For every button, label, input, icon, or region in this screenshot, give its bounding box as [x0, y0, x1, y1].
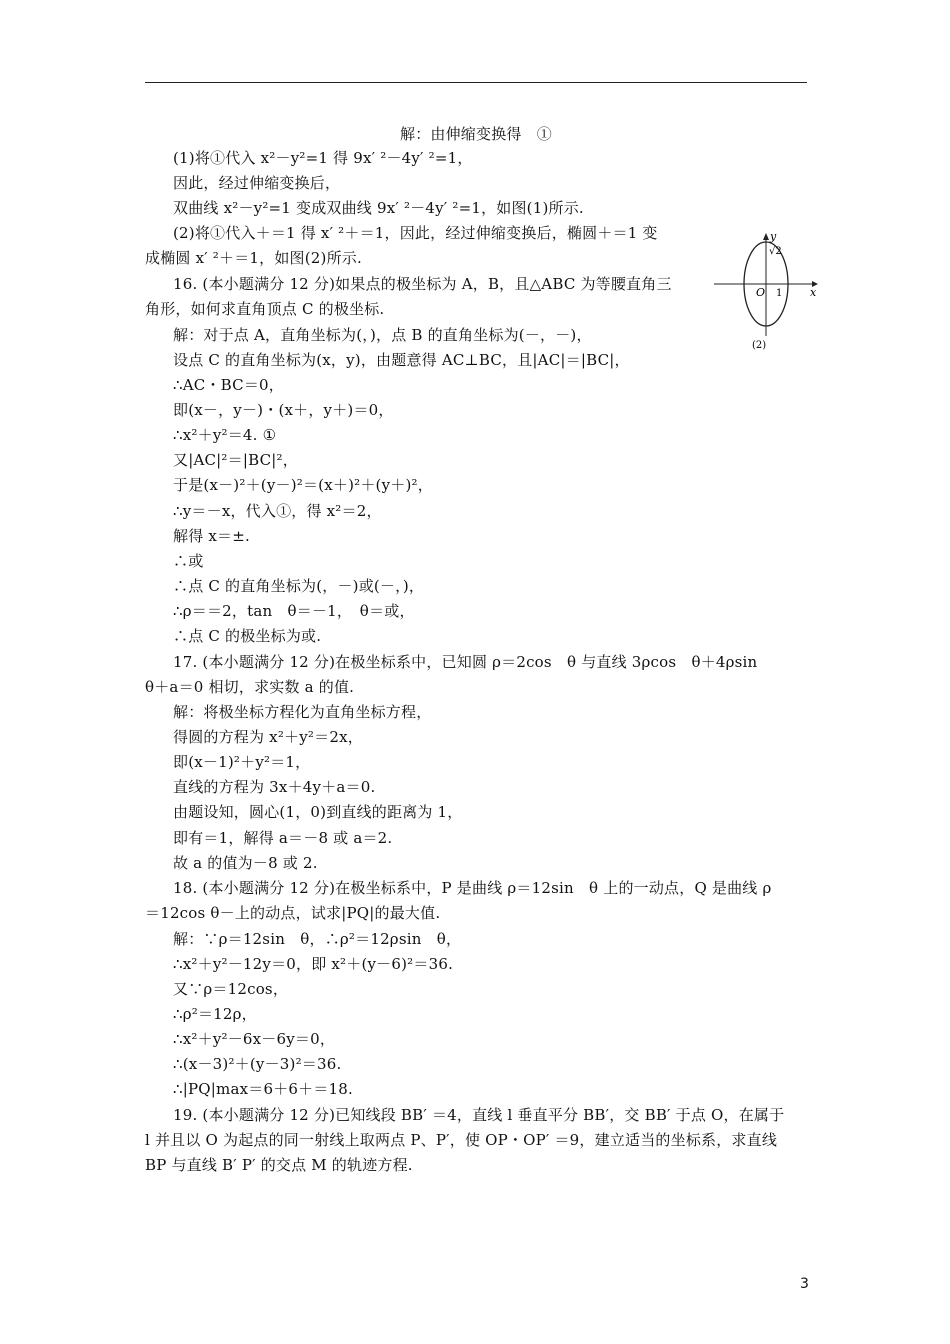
y-axis-label: y	[770, 230, 777, 243]
text-line: 16. (本小题满分 12 分)如果点的极坐标为 A，B，且△ABC 为等腰直角三	[173, 275, 672, 293]
text-line: ＝12cos θ－上的动点，试求|PQ|的最大值.	[145, 904, 441, 922]
text-line: 19. (本小题满分 12 分)已知线段 BB′ ＝4，直线 l 垂直平分 BB′，交 BB′ 于点 O，在属于	[173, 1106, 785, 1124]
text-line: (2)将①代入＋＝1 得 x′ ²＋＝1，因此，经过伸缩变换后，椭圆＋＝1 变	[173, 224, 658, 242]
text-line: ∴x²＋y²＝4. ①	[173, 426, 277, 444]
text-line: ∴x²＋y²－12y＝0，即 x²＋(y－6)²＝36.	[173, 955, 454, 973]
text-line: 角形，如何求直角顶点 C 的极坐标.	[145, 300, 385, 318]
text-line: 解：∵ρ＝12sin θ，∴ρ²＝12ρsin θ，	[173, 930, 462, 948]
tick-label-one: 1	[776, 288, 783, 299]
x-axis-label: x	[810, 286, 817, 299]
text-line: 因此，经过伸缩变换后，	[173, 174, 341, 192]
text-line: l 并且以 O 为起点的同一射线上取两点 P、P′，使 OP・OP′ ＝9，建立适当的坐标系，求直线	[145, 1131, 778, 1149]
page-number: 3	[800, 1276, 809, 1292]
text-line: ∴AC・BC＝0，	[173, 376, 284, 394]
text-line: θ＋a＝0 相切，求实数 a 的值.	[145, 678, 355, 696]
text-line: ∴点 C 的极坐标为或.	[173, 627, 322, 645]
text-line: ∴ρ＝＝2，tan θ＝－1， θ＝或，	[173, 602, 415, 620]
text-line: 解：对于点 A，直角坐标为(，)，点 B 的直角坐标为(－，－)，	[173, 326, 592, 344]
tick-label-sqrt2: √2	[769, 246, 782, 257]
text-line: ∴ρ²＝12ρ，	[173, 1005, 257, 1023]
text-line: 又∵ρ＝12cos，	[173, 980, 289, 998]
text-line: 双曲线 x²－y²=1 变成双曲线 9x′ ²－4y′ ²=1，如图(1)所示.	[173, 199, 584, 217]
text-line: 设点 C 的直角坐标为(x，y)，由题意得 AC⊥BC，且|AC|＝|BC|，	[173, 351, 630, 369]
text-line: 即(x－1)²＋y²＝1，	[173, 753, 311, 771]
header-rule	[145, 82, 807, 83]
ellipse-figure	[712, 228, 824, 350]
text-line: 得圆的方程为 x²＋y²＝2x，	[173, 728, 363, 746]
text-line: ∴|PQ|max＝6＋6＋＝18.	[173, 1080, 354, 1098]
text-line: BP 与直线 B′ P′ 的交点 M 的轨迹方程.	[145, 1156, 413, 1174]
text-line: 解：由伸缩变换得 ①	[400, 125, 553, 143]
text-line: ∴x²＋y²－6x－6y＝0，	[173, 1030, 336, 1048]
text-line: 于是(x－)²＋(y－)²＝(x＋)²＋(y＋)²，	[173, 476, 433, 494]
text-line: 成椭圆 x′ ²＋＝1，如图(2)所示.	[145, 249, 362, 267]
text-line: 由题设知，圆心(1，0)到直线的距离为 1，	[173, 803, 463, 821]
text-line: 18. (本小题满分 12 分)在极坐标系中，P 是曲线 ρ＝12sin θ 上的一动点，Q 是曲线 ρ	[173, 879, 772, 897]
text-line: ∴点 C 的直角坐标为(，－)或(－，)，	[173, 577, 425, 595]
figure-caption: (2)	[752, 340, 767, 350]
text-line: ∴y＝－x，代入①，得 x²＝2，	[173, 502, 382, 520]
text-line: ∴或	[173, 552, 204, 570]
text-line: 又|AC|²＝|BC|²，	[173, 451, 298, 469]
text-line: 即(x－，y－)・(x＋，y＋)＝0，	[173, 401, 394, 419]
text-line: 解：将极坐标方程化为直角坐标方程，	[173, 703, 432, 721]
text-line: 直线的方程为 3x＋4y＋a＝0.	[173, 778, 376, 796]
text-line: 即有＝1，解得 a＝－8 或 a＝2.	[173, 829, 393, 847]
text-line: 解得 x＝±.	[173, 527, 250, 545]
text-line: 故 a 的值为－8 或 2.	[173, 854, 318, 872]
text-line: 17. (本小题满分 12 分)在极坐标系中，已知圆 ρ＝2cos θ 与直线 3ρcos θ＋4ρsin	[173, 653, 758, 671]
origin-label: O	[756, 286, 766, 299]
text-line: ∴(x－3)²＋(y－3)²＝36.	[173, 1055, 342, 1073]
text-line: (1)将①代入 x²－y²=1 得 9x′ ²－4y′ ²=1，	[173, 149, 473, 167]
